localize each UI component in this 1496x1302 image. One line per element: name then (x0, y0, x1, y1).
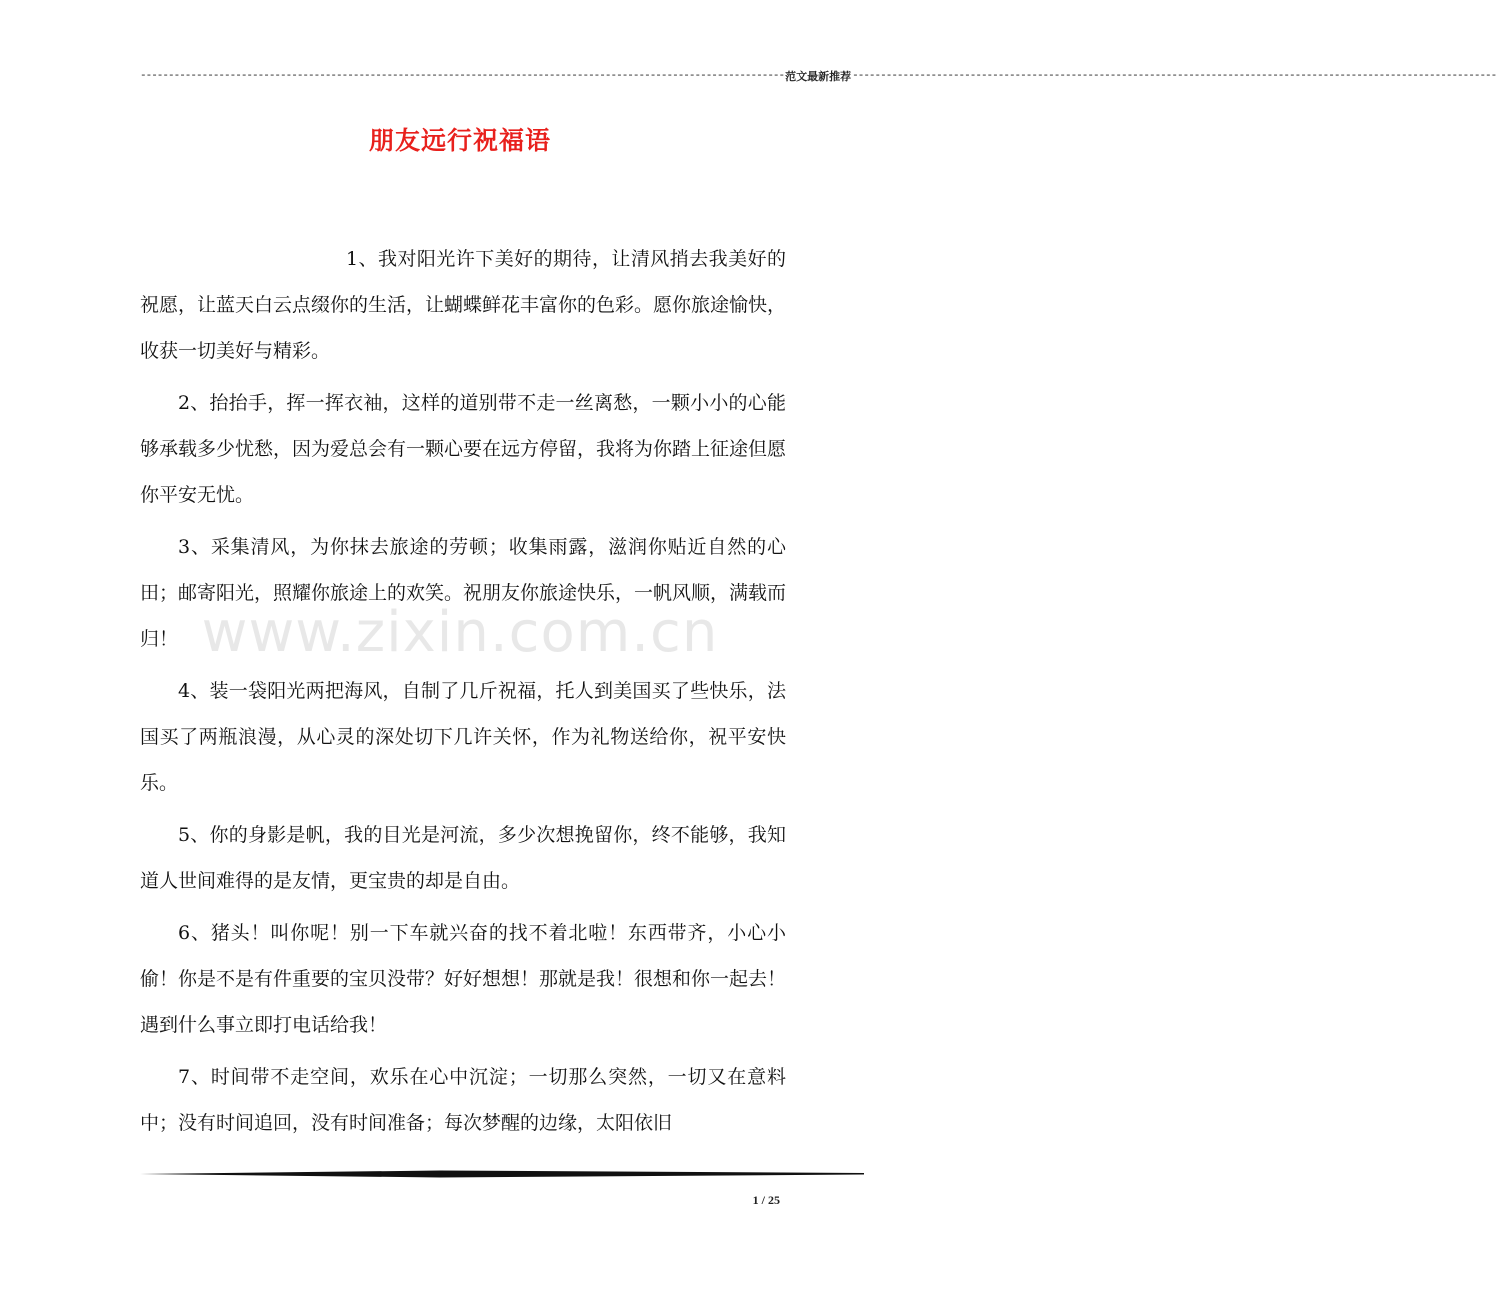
paragraph-5: 5、你的身影是帆，我的目光是河流，多少次想挽留你，终不能够，我知道人世间难得的是友情，更宝贵的却是自由。 (140, 824, 786, 892)
paragraph-6: 6、猪头！叫你呢！别一下车就兴奋的找不着北啦！东西带齐，小心小偷！你是不是有件重要的宝贝没带？好好想想！那就是我！很想和你一起去！遇到什么事立即打电话给我！ (140, 922, 787, 1036)
paragraph-2: 2、抬抬手，挥一挥衣袖，这样的道别带不走一丝离愁，一颗小小的心能够承载多少忧愁，因为爱总会有一颗心要在远方停留，我将为你踏上征途但愿你平安无忧。 (140, 392, 787, 506)
watermark: www.zixin.com.cn (201, 600, 719, 665)
paragraph-3: 3、采集清风，为你抹去旅途的劳顿；收集雨露，滋润你贴近自然的心田；邮寄阳光，照耀你旅途上的欢笑。祝朋友你旅途快乐，一帆风顺，满载而归！ (140, 536, 787, 650)
header-dashes-right: ------------------------------------------------------------------------------------------------------------------- (852, 70, 1496, 82)
document-body (140, 236, 786, 1152)
paragraph-7: 7、时间带不走空间，欢乐在心中沉淀；一切那么突然，一切又在意料中；没有时间追回，没有时间准备；每次梦醒的边缘，太阳依旧 (140, 1066, 786, 1134)
header-label: 范文最新推荐 (785, 70, 852, 83)
paragraph-1: 1、我对阳光许下美好的期待，让清风捎去我美好的祝愿，让蓝天白云点缀你的生活，让蝴蝶鲜花丰富你的色彩。愿你旅途愉快，收获一切美好与精彩。 (140, 248, 787, 362)
page-number: 1 / 25 (752, 1193, 780, 1207)
footer-divider (140, 1170, 864, 1178)
paragraph-4: 4、装一袋阳光两把海风，自制了几斤祝福，托人到美国买了些快乐，法国买了两瓶浪漫，从心灵的深处切下几许关怀，作为礼物送给你，祝平安快乐。 (140, 680, 786, 794)
header-rule (140, 68, 1496, 84)
document-title: 朋友远行祝福语 (368, 126, 551, 155)
header-dashes-left: ------------------------------------------------------------------------------------------------------------------- (140, 70, 785, 82)
